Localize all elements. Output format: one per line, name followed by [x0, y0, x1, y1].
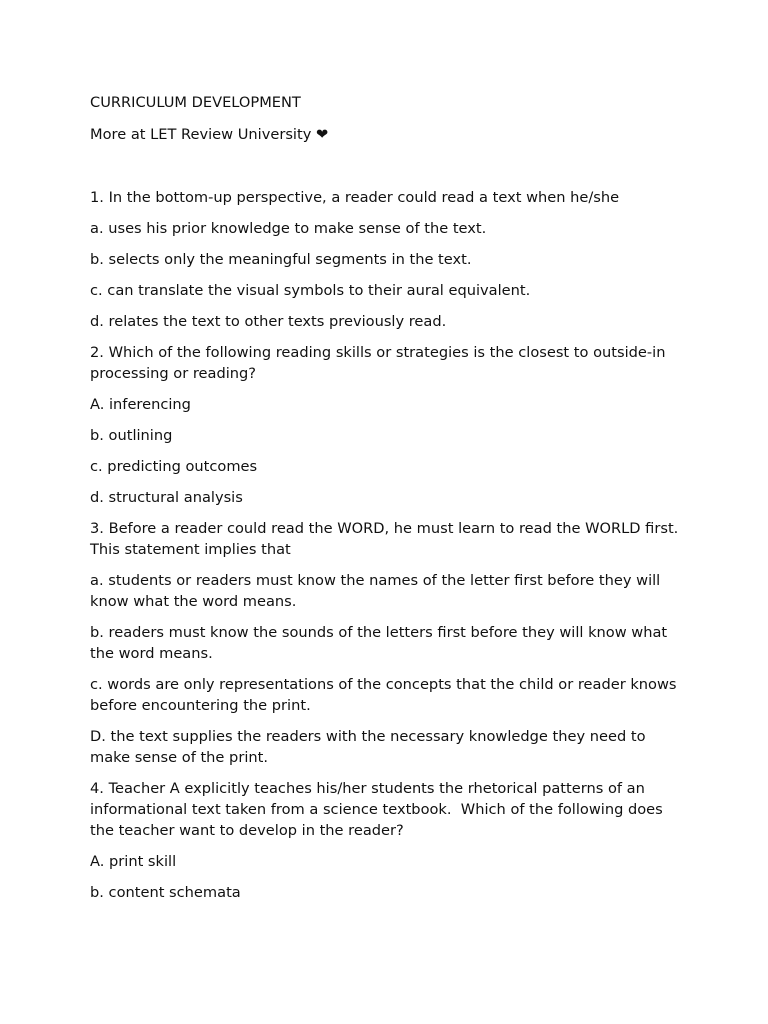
subtitle-text: More at LET Review University	[90, 126, 312, 143]
heart-icon: ❤	[316, 126, 329, 143]
question-4-stem: 4. Teacher A explicitly teaches his/her students the rhetorical patterns of an informational text taken from a science textbook. Which of the following does the teacher want to develop in the reader?	[90, 780, 668, 839]
question-4-option-a: A. print skill	[90, 853, 177, 870]
document-subtitle	[90, 124, 680, 145]
question-3-option-a: a. students or readers must know the names of the letter first before they will know what the word means.	[90, 572, 665, 610]
question-3-stem: 3. Before a reader could read the WORD, he must learn to read the WORLD first. This statement implies that	[90, 520, 688, 558]
question-2-option-c: c. predicting outcomes	[90, 458, 258, 475]
question-1-stem: 1. In the bottom-up perspective, a reader could read a text when he/she	[90, 189, 620, 206]
document-page	[90, 92, 688, 913]
question-2-option-a: A. inferencing	[90, 396, 191, 413]
question-1-option-b: b. selects only the meaningful segments in the text.	[90, 251, 472, 268]
question-3-option-b: b. readers must know the sounds of the letters first before they will know what the word means.	[90, 624, 672, 662]
question-3-option-d: D. the text supplies the readers with the necessary knowledge they need to make sense of the print.	[90, 728, 651, 766]
question-4-option-b: b. content schemata	[90, 884, 241, 901]
question-2-option-d: d. structural analysis	[90, 489, 243, 506]
question-1-option-d: d. relates the text to other texts previously read.	[90, 313, 447, 330]
question-2-option-b: b. outlining	[90, 427, 173, 444]
question-1-option-c: c. can translate the visual symbols to their aural equivalent.	[90, 282, 531, 299]
question-3-option-c: c. words are only representations of the concepts that the child or reader knows before encountering the print.	[90, 676, 682, 714]
question-1-option-a: a. uses his prior knowledge to make sense of the text.	[90, 220, 487, 237]
question-2-stem: 2. Which of the following reading skills or strategies is the closest to outside-in processing or reading?	[90, 344, 671, 382]
document-title: CURRICULUM DEVELOPMENT	[90, 94, 301, 111]
